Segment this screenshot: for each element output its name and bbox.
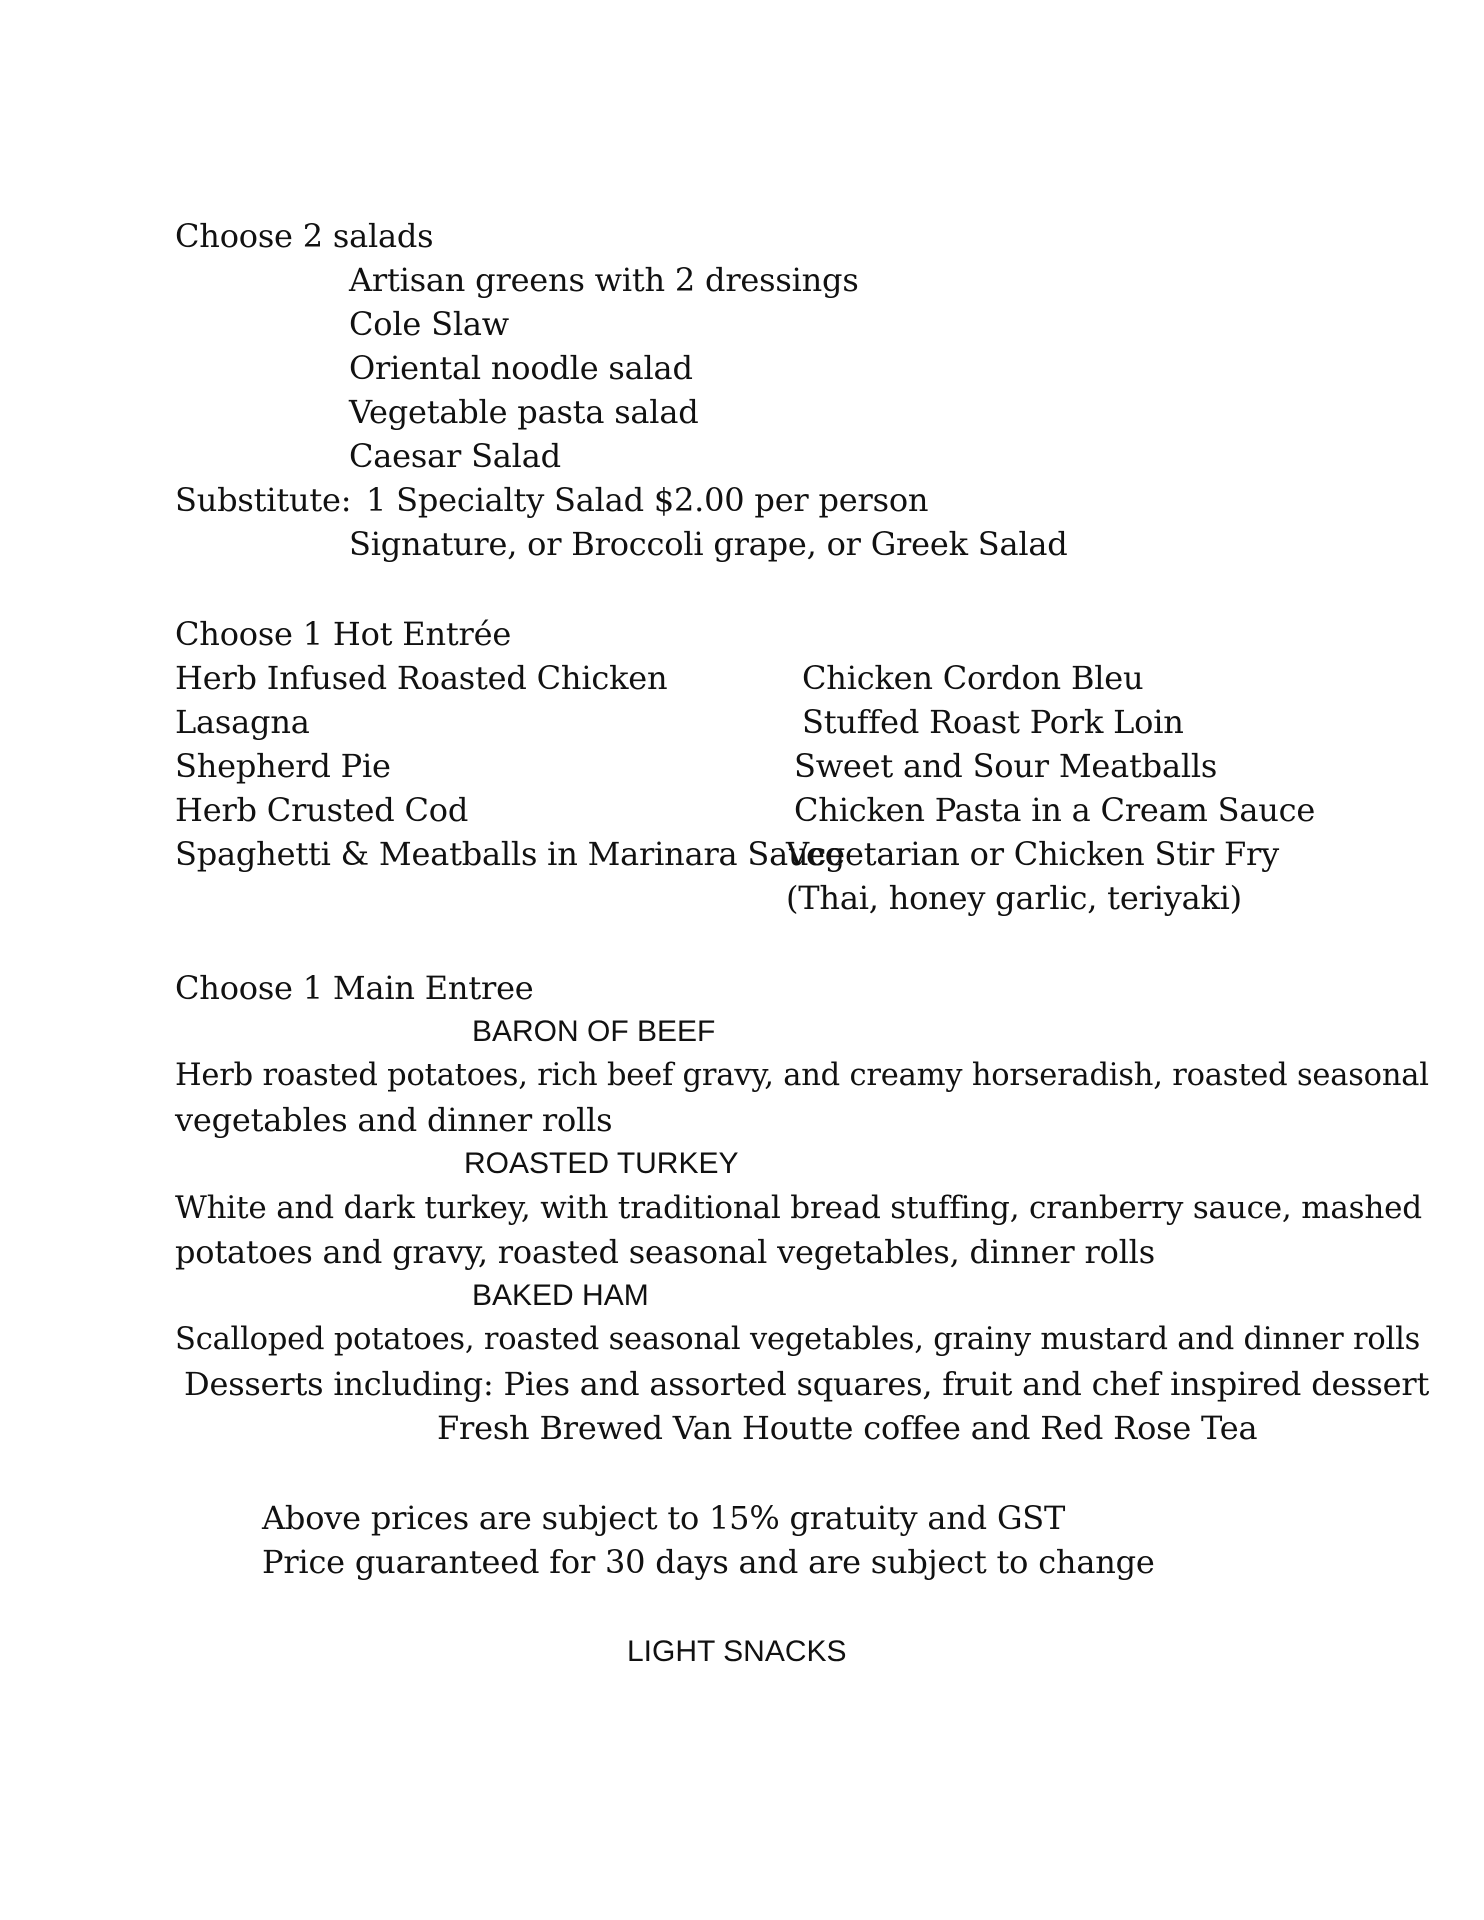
main-entree-description: potatoes and gravy, roasted seasonal vegetables, dinner rolls: [175, 1233, 1155, 1271]
salad-item: Vegetable pasta salad: [349, 393, 699, 431]
main-entree-description: White and dark turkey, with traditional bread stuffing, cranberry sauce, mashed: [175, 1190, 1422, 1226]
hot-entree-right-item: Sweet and Sour Meatballs: [794, 747, 1218, 785]
desserts-line: Desserts including: Pies and assorted squares, fruit and chef inspired dessert: [184, 1365, 1430, 1403]
hot-entree-left-item: Spaghetti & Meatballs in Marinara Sauce: [175, 835, 845, 873]
main-entree-title: BARON OF BEEF: [472, 1015, 716, 1048]
main-entree-title: BAKED HAM: [472, 1279, 649, 1312]
main-entree-description: Scalloped potatoes, roasted seasonal vegetables, grainy mustard and dinner rolls: [175, 1322, 1421, 1357]
salad-item: Oriental noodle salad: [349, 349, 693, 387]
pricing-note: Above prices are subject to 15% gratuity and GST: [262, 1499, 1066, 1537]
beverages-line: Fresh Brewed Van Houtte coffee and Red Rose Tea: [437, 1409, 1258, 1447]
salad-item: Artisan greens with 2 dressings: [349, 261, 859, 299]
salad-item: Caesar Salad: [349, 437, 561, 475]
salads-heading: Choose 2 salads: [175, 217, 434, 255]
hot-entree-left-item: Lasagna: [175, 703, 310, 741]
hot-entree-left-item: Herb Crusted Cod: [175, 791, 469, 829]
hot-entree-right-item: Stuffed Roast Pork Loin: [802, 703, 1184, 741]
salad-item: Cole Slaw: [349, 305, 509, 343]
hot-entree-left-item: Shepherd Pie: [175, 747, 391, 785]
substitute-options: Signature, or Broccoli grape, or Greek Salad: [349, 525, 1068, 563]
main-entree-description: Herb roasted potatoes, rich beef gravy, and creamy horseradish, roasted seasonal: [175, 1058, 1429, 1093]
main-entree-title: ROASTED TURKEY: [464, 1147, 739, 1180]
main-entree-description: vegetables and dinner rolls: [175, 1101, 613, 1139]
main-entree-heading: Choose 1 Main Entree: [175, 969, 534, 1007]
hot-entree-right-item: Chicken Cordon Bleu: [802, 659, 1144, 697]
hot-entree-left-item: Herb Infused Roasted Chicken: [175, 659, 668, 697]
pricing-note: Price guaranteed for 30 days and are subject to change: [262, 1543, 1155, 1581]
hot-entree-right-item: Chicken Pasta in a Cream Sauce: [794, 791, 1316, 829]
hot-entree-right-item: Vegetarian or Chicken Stir Fry: [786, 835, 1280, 873]
hot-entree-right-item: (Thai, honey garlic, teriyaki): [786, 879, 1242, 917]
substitute-text: 1 Specialty Salad $2.00 per person: [366, 481, 929, 519]
hot-entree-heading: Choose 1 Hot Entrée: [175, 615, 512, 653]
light-snacks-heading: LIGHT SNACKS: [627, 1635, 847, 1668]
substitute-label: Substitute:: [175, 481, 352, 519]
